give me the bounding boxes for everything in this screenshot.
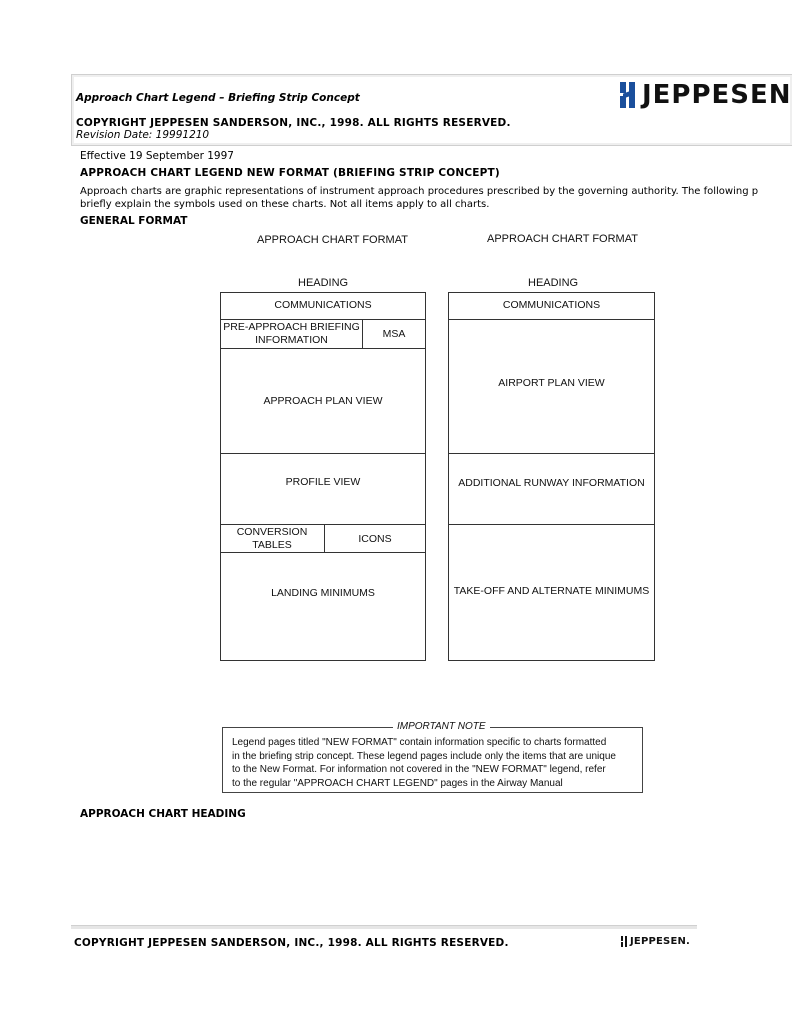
- document-title: Approach Chart Legend – Briefing Strip Concept: [76, 92, 360, 104]
- left-diagram-title: APPROACH CHART FORMAT: [257, 234, 408, 246]
- revision-date: Revision Date: 19991210: [76, 129, 210, 141]
- msa-cell: MSA: [382, 327, 406, 340]
- communications-cell: COMMUNICATIONS: [274, 299, 372, 311]
- left-heading-label: HEADING: [298, 277, 349, 289]
- general-format-heading: GENERAL FORMAT: [80, 215, 188, 227]
- footer-logo-wordmark: JEPPESEN.: [630, 935, 691, 947]
- approach-chart-heading-title: APPROACH CHART HEADING: [80, 808, 246, 820]
- approach-plan-view-cell: APPROACH PLAN VIEW: [263, 394, 383, 407]
- important-note-title: IMPORTANT NOTE: [393, 720, 490, 734]
- jeppesen-logo-mark-icon: [621, 936, 628, 947]
- effective-date: Effective 19 September 1997: [80, 150, 234, 162]
- intro-line: briefly explain the symbols used on these charts. Not all items apply to all charts.: [80, 199, 490, 210]
- landing-minimums-cell: LANDING MINIMUMS: [271, 586, 375, 599]
- footer-jeppesen-logo: [621, 935, 690, 947]
- pre-approach-briefing-cell: PRE-APPROACH BRIEFING INFORMATION: [223, 321, 360, 346]
- copyright-notice: COPYRIGHT JEPPESEN SANDERSON, INC., 1998. ALL RIGHTS RESERVED.: [76, 117, 511, 129]
- footer-divider: [71, 925, 697, 929]
- jeppesen-logo: [620, 80, 792, 110]
- footer-copyright: COPYRIGHT JEPPESEN SANDERSON, INC., 1998. ALL RIGHTS RESERVED.: [74, 937, 509, 949]
- logo-wordmark: JEPPESEN: [642, 80, 792, 110]
- additional-runway-info-cell: ADDITIONAL RUNWAY INFORMATION: [458, 476, 645, 489]
- airport-plan-view-cell: AIRPORT PLAN VIEW: [498, 376, 605, 389]
- note-line: to the New Format. For information not covered in the "NEW FORMAT" legend, refer: [232, 764, 606, 775]
- jeppesen-logo-mark-icon: [620, 82, 637, 108]
- legend-heading: APPROACH CHART LEGEND NEW FORMAT (BRIEFING STRIP CONCEPT): [80, 167, 500, 179]
- intro-paragraph: [80, 185, 800, 211]
- intro-line: Approach charts are graphic representations of instrument approach procedures prescribed by the governing authority. The following p: [80, 186, 759, 197]
- right-diagram-title: APPROACH CHART FORMAT: [487, 233, 638, 245]
- note-line: in the briefing strip concept. These legend pages include only the items that are unique: [232, 750, 616, 762]
- conversion-tables-cell: CONVERSION TABLES: [236, 526, 308, 551]
- note-line: Legend pages titled "NEW FORMAT" contain information specific to charts formatted: [232, 737, 607, 748]
- important-note-box: [222, 721, 643, 793]
- communications-cell: COMMUNICATIONS: [502, 299, 601, 311]
- icons-cell: ICONS: [358, 532, 392, 545]
- profile-view-cell: PROFILE VIEW: [285, 475, 361, 488]
- note-line: to the regular "APPROACH CHART LEGEND" pages in the Airway Manual: [232, 777, 563, 789]
- takeoff-alternate-minimums-cell: TAKE-OFF AND ALTERNATE MINIMUMS: [453, 585, 650, 597]
- right-heading-label: HEADING: [528, 277, 579, 289]
